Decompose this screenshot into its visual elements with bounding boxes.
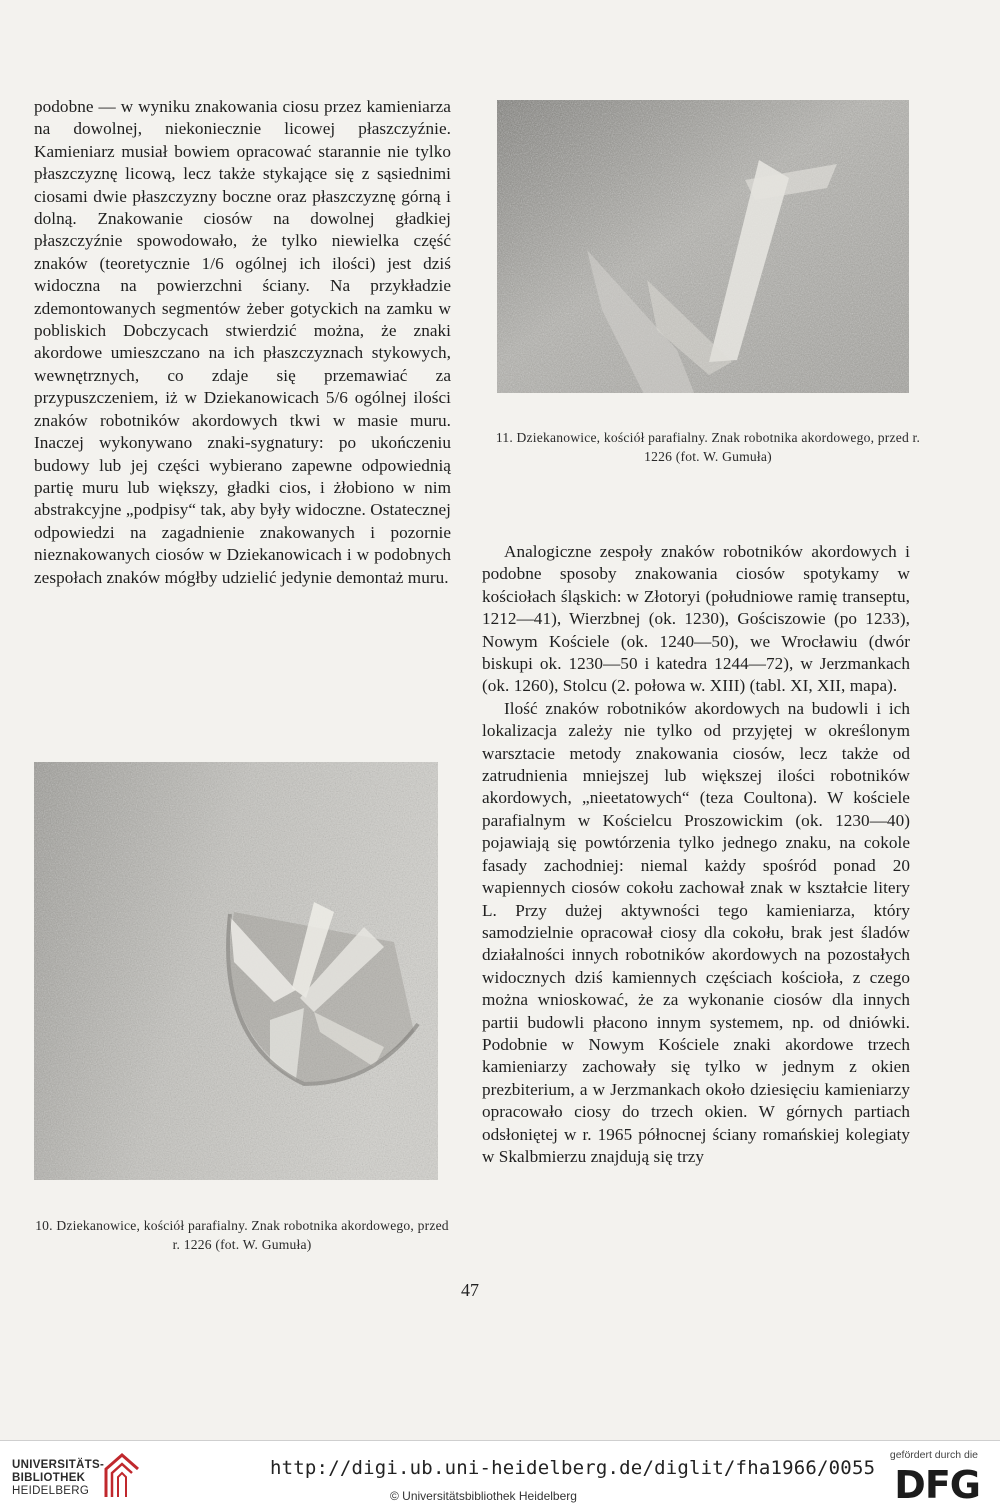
page-number: 47	[461, 1280, 479, 1300]
figure-11-caption: 11. Dziekanowice, kościół parafialny. Znak robotnika akordowego, przed r. 1226 (fot. W. Gumuła)	[495, 430, 921, 464]
right-paragraph-1: Analogiczne zespoły znaków robotników akordowych i podobne sposoby znakowania ciosów spotykamy w kościołach śląskich: w Złotoryi (południowe ramię transeptu, 1212—41), Wierzbnej (ok. 1230), Gościszowie (po 1233), Nowym Kościele (ok. 1240—50), we Wrocławiu (dwór biskupi ok. 1230—50 i katedra 1244—72), w Jerzmankach (ok. 1260), Stolcu (2. połowa w. XIII) (tabl. XI, XII, mapa).	[482, 542, 910, 696]
left-paragraph-1: podobne — w wyniku znakowania ciosu przez kamieniarza na dowolnej, niekoniecznie licowej płaszczyźnie. Kamieniarz musiał bowiem opracować starannie nie tylko płaszczyznę licową, lecz także stykające się z sąsiednimi ciosami dwie płaszczyzny boczne oraz płaszczyznę górną i dolną. Znakowanie ciosów na dowolnej gładkiej płaszczyźnie spowodowało, że tylko niewielka część znaków (teoretycznie 1/6 ogólnej ich ilości) jest dziś widoczna na powierzchni ściany. Na przykładzie zdemontowanych segmentów żeber gotyckich na zamku w pobliskich Dobczycach stwierdzić można, że znaki akordowe umieszczano na ich płaszczyznach stykowych, wewnętrznych, co zdaje się przemawiać za przypuszczeniem, iż w Dziekanowicach 5/6 ogólnej ilości znaków robotników akordowych tkwi w masie muru. Inaczej wykonywano znaki-sygnatury: po ukończeniu budowy lub jej części wybierano zapewne odpowiednią partię muru lub większy, gładki cios, i żłobiono w nim abstrakcyjne „podpisy“ tak, aby były widoczne. Ostatecznej odpowiedzi na zagadnienie znakowanych i pozornie nieznakowanych ciosów w Dziekanowicach i w podobnych zespołach znaków mógłby udzielić jedynie demontaż muru.	[34, 97, 451, 587]
left-text-column	[34, 96, 451, 589]
library-line-3: HEIDELBERG	[12, 1485, 90, 1497]
figure-11-photo	[497, 100, 909, 393]
figure-10-caption: 10. Dziekanowice, kościół parafialny. Znak robotnika akordowego, przed r. 1226 (fot. W. Gumuła)	[35, 1218, 449, 1252]
right-text-column	[482, 541, 910, 1168]
right-paragraph-2: Ilość znaków robotników akordowych na budowli i ich lokalizacja zależy nie tylko od przyjętej w określonym warsztacie metody znakowania ciosów, lecz także od zatrudnienia mniejszej lub większej ilości robotników akordowych, „nieetatowych“ (teza Coultona). W kościele parafialnym w Kościelcu Proszowickim (ok. 1230—40) pojawiają się powtórzenia tylko jednego znaku, na cokole fasady zachodniej: niemal każdy spośród ponad 20 wapiennych ciosów cokołu zachował znak w kształcie litery L. Przy dużej aktywności tego kamieniarza, który samodzielnie opracował ciosy dla cokołu, brak jest śladów działalności innych robotników akordowych na pozostałych widocznych dziś kamiennych częściach kościoła, z czego można wnioskować, że za wykonanie ciosów dla innych partii budowli płacono innym systemem, np. od dniówki. Podobnie w Nowym Kościele znaki akordowe trzech kamieniarzy zachowały się tylko w jednym z okien prezbiterium, a w Jerzmankach około dziesięciu kamieniarzy opracowało ciosy do trzech okien. W górnych partiach odsłoniętej w r. 1965 północnej ściany romańskiej kolegiaty w Skalbmierzu znajdują się trzy	[482, 698, 910, 1166]
dfg-logo: DFG	[894, 1463, 980, 1507]
copyright-notice: © Universitätsbibliothek Heidelberg	[390, 1489, 577, 1503]
permalink-url[interactable]: http://digi.ub.uni-heidelberg.de/diglit/fha1966/0055	[270, 1457, 876, 1479]
library-name	[12, 1459, 104, 1498]
stone-mark-shield-photo	[34, 762, 438, 1180]
stone-mark-v-photo	[497, 100, 909, 393]
library-line-1: UNIVERSITÄTS-	[12, 1459, 105, 1471]
footer-bar	[0, 1440, 1000, 1512]
library-line-2: BIBLIOTHEK	[12, 1472, 86, 1484]
figure-10-photo	[34, 762, 438, 1180]
funding-note: gefördert durch die	[889, 1449, 978, 1461]
library-logo-icon	[98, 1451, 144, 1506]
